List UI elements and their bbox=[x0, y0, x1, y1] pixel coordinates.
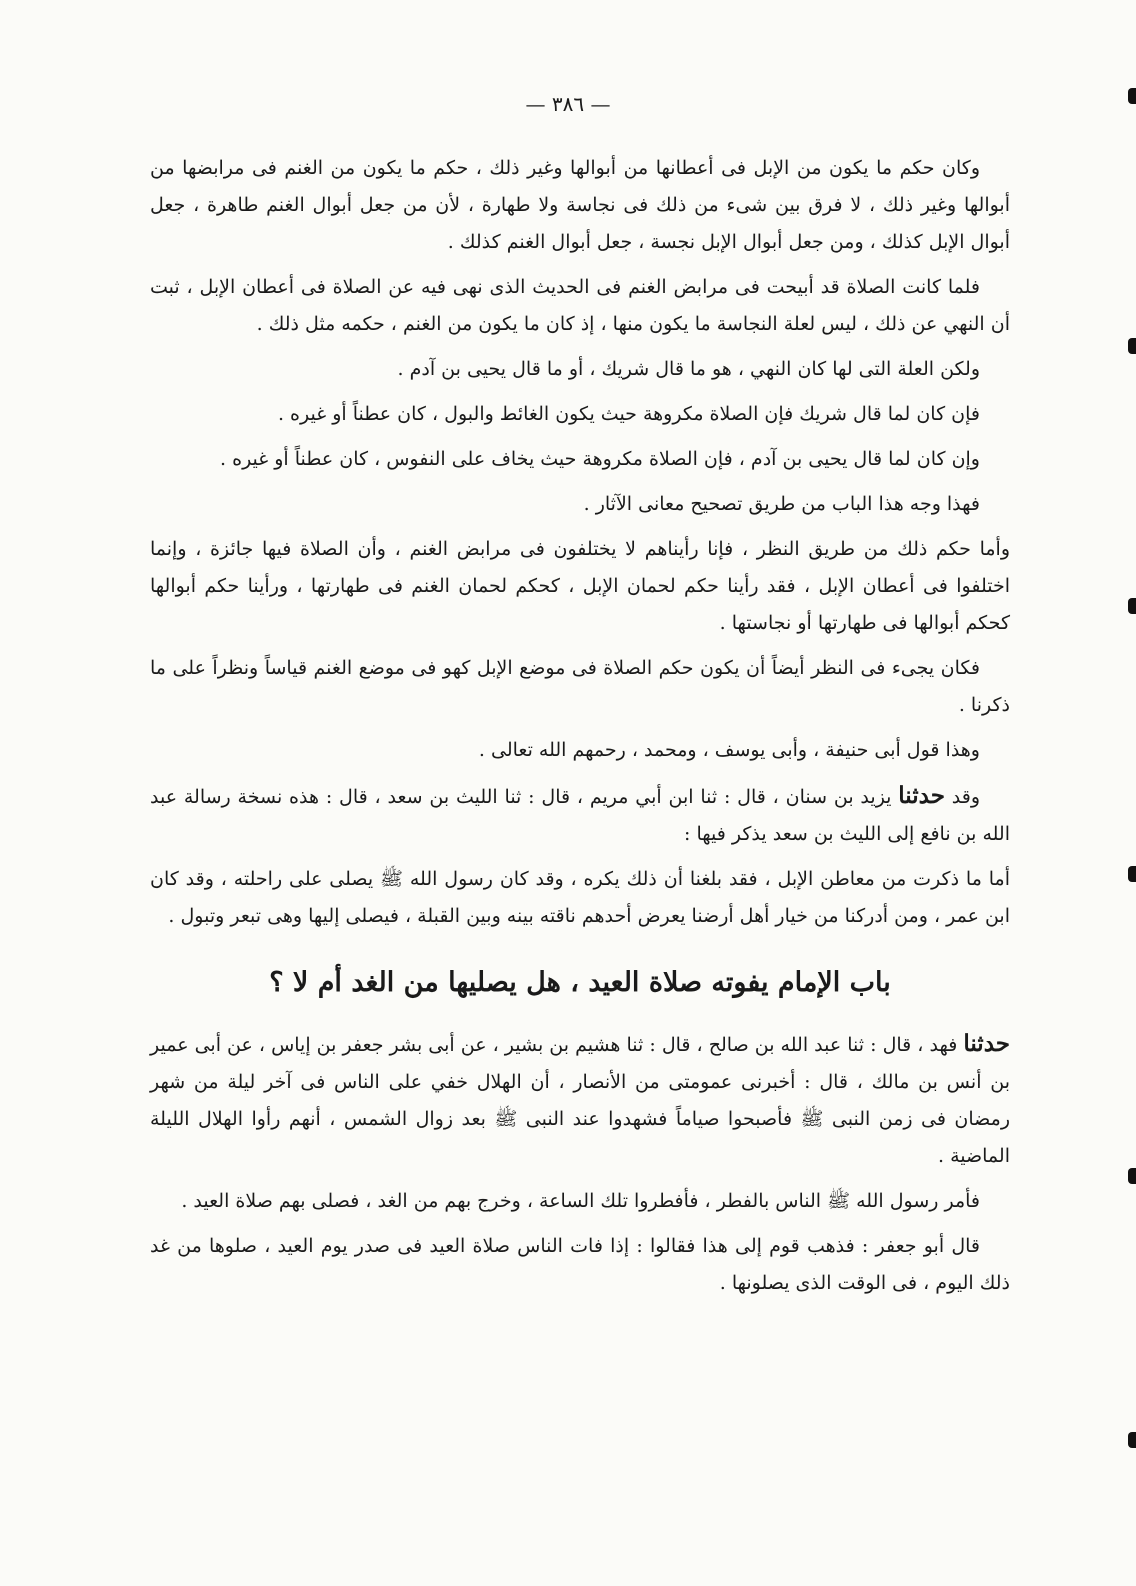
margin-mark bbox=[1128, 1168, 1136, 1184]
margin-mark bbox=[1128, 598, 1136, 614]
paragraph-prefix: وقد bbox=[951, 786, 980, 808]
hadith-chain-paragraph bbox=[150, 777, 1010, 853]
paragraph: أما ما ذكرت من معاطن الإبل ، فقد بلغنا أن ذلك يكره ، وقد كان رسول الله ﷺ يصلى على راحلته ، وقد كان ابن عمر ، ومن أدركنا من خيار أهل أرضنا يعرض أحدهم ناقته بينه وبين القبلة ، فيصلى إليها وهى تبعر وتبول . bbox=[150, 868, 1010, 927]
margin-mark bbox=[1128, 338, 1136, 354]
haddathana-word: حدثنا bbox=[963, 1030, 1010, 1057]
page-number: — ٣٨٦ — bbox=[525, 92, 611, 116]
haddathana-word: حدثنا bbox=[898, 782, 945, 809]
margin-mark bbox=[1128, 866, 1136, 882]
paragraph: فإن كان لما قال شريك فإن الصلاة مكروهة حيث يكون الغائط والبول ، كان عطناً أو غيره . bbox=[277, 403, 980, 425]
paragraph-text: فهد ، قال : ثنا عبد الله بن صالح ، قال : ثنا هشيم بن بشير ، عن أبى بشر جعفر بن إياس ، عن أبى عمير بن أنس بن مالك ، قال : أخبرنى عمومتى من الأنصار ، أن الهلال خفي على الناس فى آخر ليلة من شهر رمضان فى زمن النبى ﷺ فأصبحوا صياماً فشهدوا عند النبى ﷺ بعد زوال الشمس ، أنهم رأوا الهلال الليلة الماضية . bbox=[150, 1034, 1010, 1167]
paragraph: قال أبو جعفر : فذهب قوم إلى هذا فقالوا : إذا فات الناس صلاة العيد فى صدر يوم العيد ، صلوها من غد ذلك اليوم ، فى الوقت الذى يصلونها . bbox=[150, 1235, 1010, 1294]
paragraph: فكان يجىء فى النظر أيضاً أن يكون حكم الصلاة فى موضع الإبل كهو فى موضع الغنم قياساً ونظراً على ما ذكرنا . bbox=[150, 657, 1010, 716]
hadith-chain-paragraph bbox=[150, 1025, 1010, 1175]
paragraph: فأمر رسول الله ﷺ الناس بالفطر ، فأفطروا تلك الساعة ، وخرج بهم من الغد ، فصلى بهم صلاة العيد . bbox=[181, 1190, 980, 1212]
paragraph: وأما حكم ذلك من طريق النظر ، فإنا رأيناهم لا يختلفون فى مرابض الغنم ، وأن الصلاة فيها جائزة ، وإنما اختلفوا فى أعطان الإبل ، فقد رأينا حكم لحمان الإبل ، كحكم لحمان الغنم فى طهارتها ، ورأينا حكم أبوالها كحكم أبوالها فى طهارتها أو نجاستها . bbox=[150, 538, 1010, 634]
margin-mark bbox=[1128, 1432, 1136, 1448]
margin-mark bbox=[1128, 88, 1136, 104]
paragraph: فهذا وجه هذا الباب من طريق تصحيح معانى الآثار . bbox=[583, 493, 980, 515]
paragraph: وكان حكم ما يكون من الإبل فى أعطانها من أبوالها وغير ذلك ، حكم ما يكون من الغنم فى مرابضها من أبوالها وغير ذلك ، لا فرق بين شىء من ذلك فى نجاسة ولا طهارة ، لأن من جعل أبوال الغنم طاهرة ، جعل أبوال الإبل كذلك ، ومن جعل أبوال الإبل نجسة ، جعل أبوال الغنم كذلك . bbox=[150, 157, 1010, 253]
page-body bbox=[150, 150, 1010, 1310]
paragraph: فلما كانت الصلاة قد أبيحت فى مرابض الغنم فى الحديث الذى نهى فيه عن الصلاة فى أعطان الإبل ، ثبت أن النهي عن ذلك ، ليس لعلة النجاسة ما يكون منها ، إذ كان ما يكون من الغنم ، حكمه مثل ذلك . bbox=[150, 276, 1010, 335]
paragraph-text: يزيد بن سنان ، قال : ثنا ابن أبي مريم ، قال : ثنا الليث بن سعد ، قال : هذه نسخة رسالة عبد الله بن نافع إلى الليث بن سعد يذكر فيها : bbox=[150, 786, 1010, 845]
paragraph: وهذا قول أبى حنيفة ، وأبى يوسف ، ومحمد ، رحمهم الله تعالى . bbox=[478, 739, 980, 761]
paragraph: ولكن العلة التى لها كان النهي ، هو ما قال شريك ، أو ما قال يحيى بن آدم . bbox=[397, 358, 980, 380]
chapter-heading: باب الإمام يفوته صلاة العيد ، هل يصليها من الغد أم لا ؟ bbox=[269, 967, 891, 998]
paragraph: وإن كان لما قال يحيى بن آدم ، فإن الصلاة مكروهة حيث يخاف على النفوس ، كان عطناً أو غيره . bbox=[220, 448, 980, 470]
